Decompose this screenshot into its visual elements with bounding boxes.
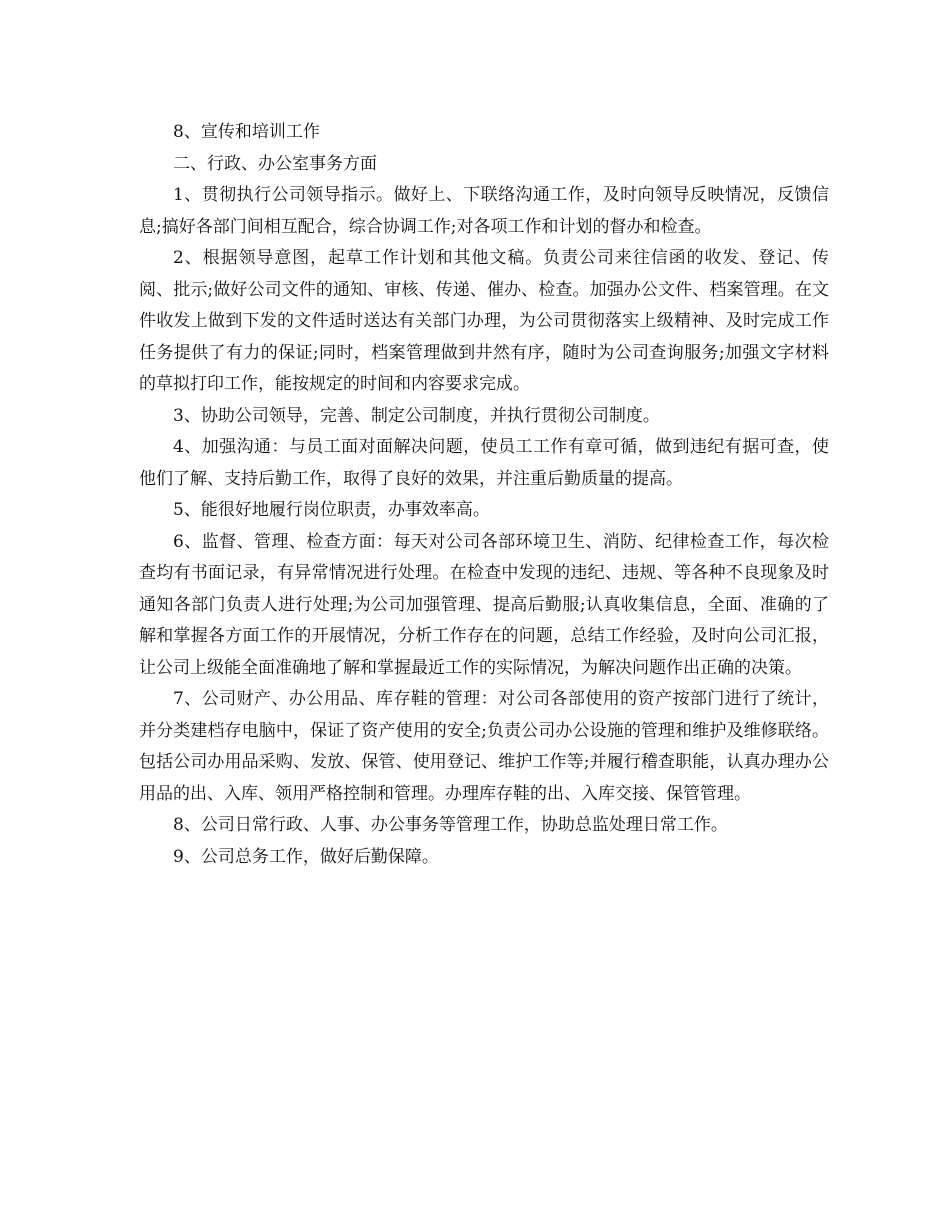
paragraph-item-6: 6、监督、管理、检查方面：每天对公司各部环境卫生、消防、纪律检查工作，每次检查均有书面记录，有异常情况进行处理。在检查中发现的违纪、违规、等各种不良现象及时通知各部门负责人进行处理;为公司加强管理、提高后勤服;认真收集信息，全面、准确的了解和掌握各方面工作的开展情况，分析工作存在的问题，总结工作经验，及时向公司汇报，让公司上级能全面准确地了解和掌握最近工作的实际情况，为解决问题作出正确的决策。 — [139, 531, 829, 678]
paragraph-item-5: 5、能很好地履行岗位职责，办事效率高。 — [173, 500, 490, 520]
paragraph-item-3: 3、协助公司领导，完善、制定公司制度，并执行贯彻公司制度。 — [173, 405, 660, 426]
paragraph-item-7: 7、公司财产、办公用品、库存鞋的管理：对公司各部使用的资产按部门进行了统计，并分类建档存电脑中，保证了资产使用的安全;负责公司办公设施的管理和维护及维修联络。包括公司办用品采购、发放、保管、使用登记、维护工作等;并履行稽查职能，认真办理办公用品的出、入库、领用严格控制和管理。办理库存鞋的出、入库交接、保管管理。 — [139, 689, 829, 804]
paragraph-item-2: 2、根据领导意图，起草工作计划和其他文稿。负责公司来往信函的收发、登记、传阅、批示;做好公司文件的通知、审核、传递、催办、检查。加强办公文件、档案管理。在文件收发上做到下发的文件适时送达有关部门办理，为公司贯彻落实上级精神、及时完成工作任务提供了有力的保证;同时，档案管理做到井然有序，随时为公司查询服务;加强文字材料的草拟打印工作，能按规定的时间和内容要求完成。 — [139, 248, 829, 394]
paragraph-item-9: 9、公司总务工作，做好后勤保障。 — [173, 846, 439, 867]
paragraph-training: 8、宣传和培训工作 — [173, 122, 320, 142]
section-heading-admin-office: 二、行政、办公室事务方面 — [173, 153, 377, 174]
paragraph-item-1: 1、贯彻执行公司领导指示。做好上、下联络沟通工作，及时向领导反映情况，反馈信息;搞好各部门间相互配合，综合协调工作;对各项工作和计划的督办和检查。 — [139, 185, 829, 237]
paragraph-item-8: 8、公司日常行政、人事、办公事务等管理工作，协助总监处理日常工作。 — [173, 815, 728, 835]
paragraph-item-4: 4、加强沟通：与员工面对面解决问题，使员工工作有章可循，做到违纪有据可查，使他们了解、支持后勤工作，取得了良好的效果，并注重后勤质量的提高。 — [139, 437, 829, 489]
document-body — [139, 117, 829, 873]
